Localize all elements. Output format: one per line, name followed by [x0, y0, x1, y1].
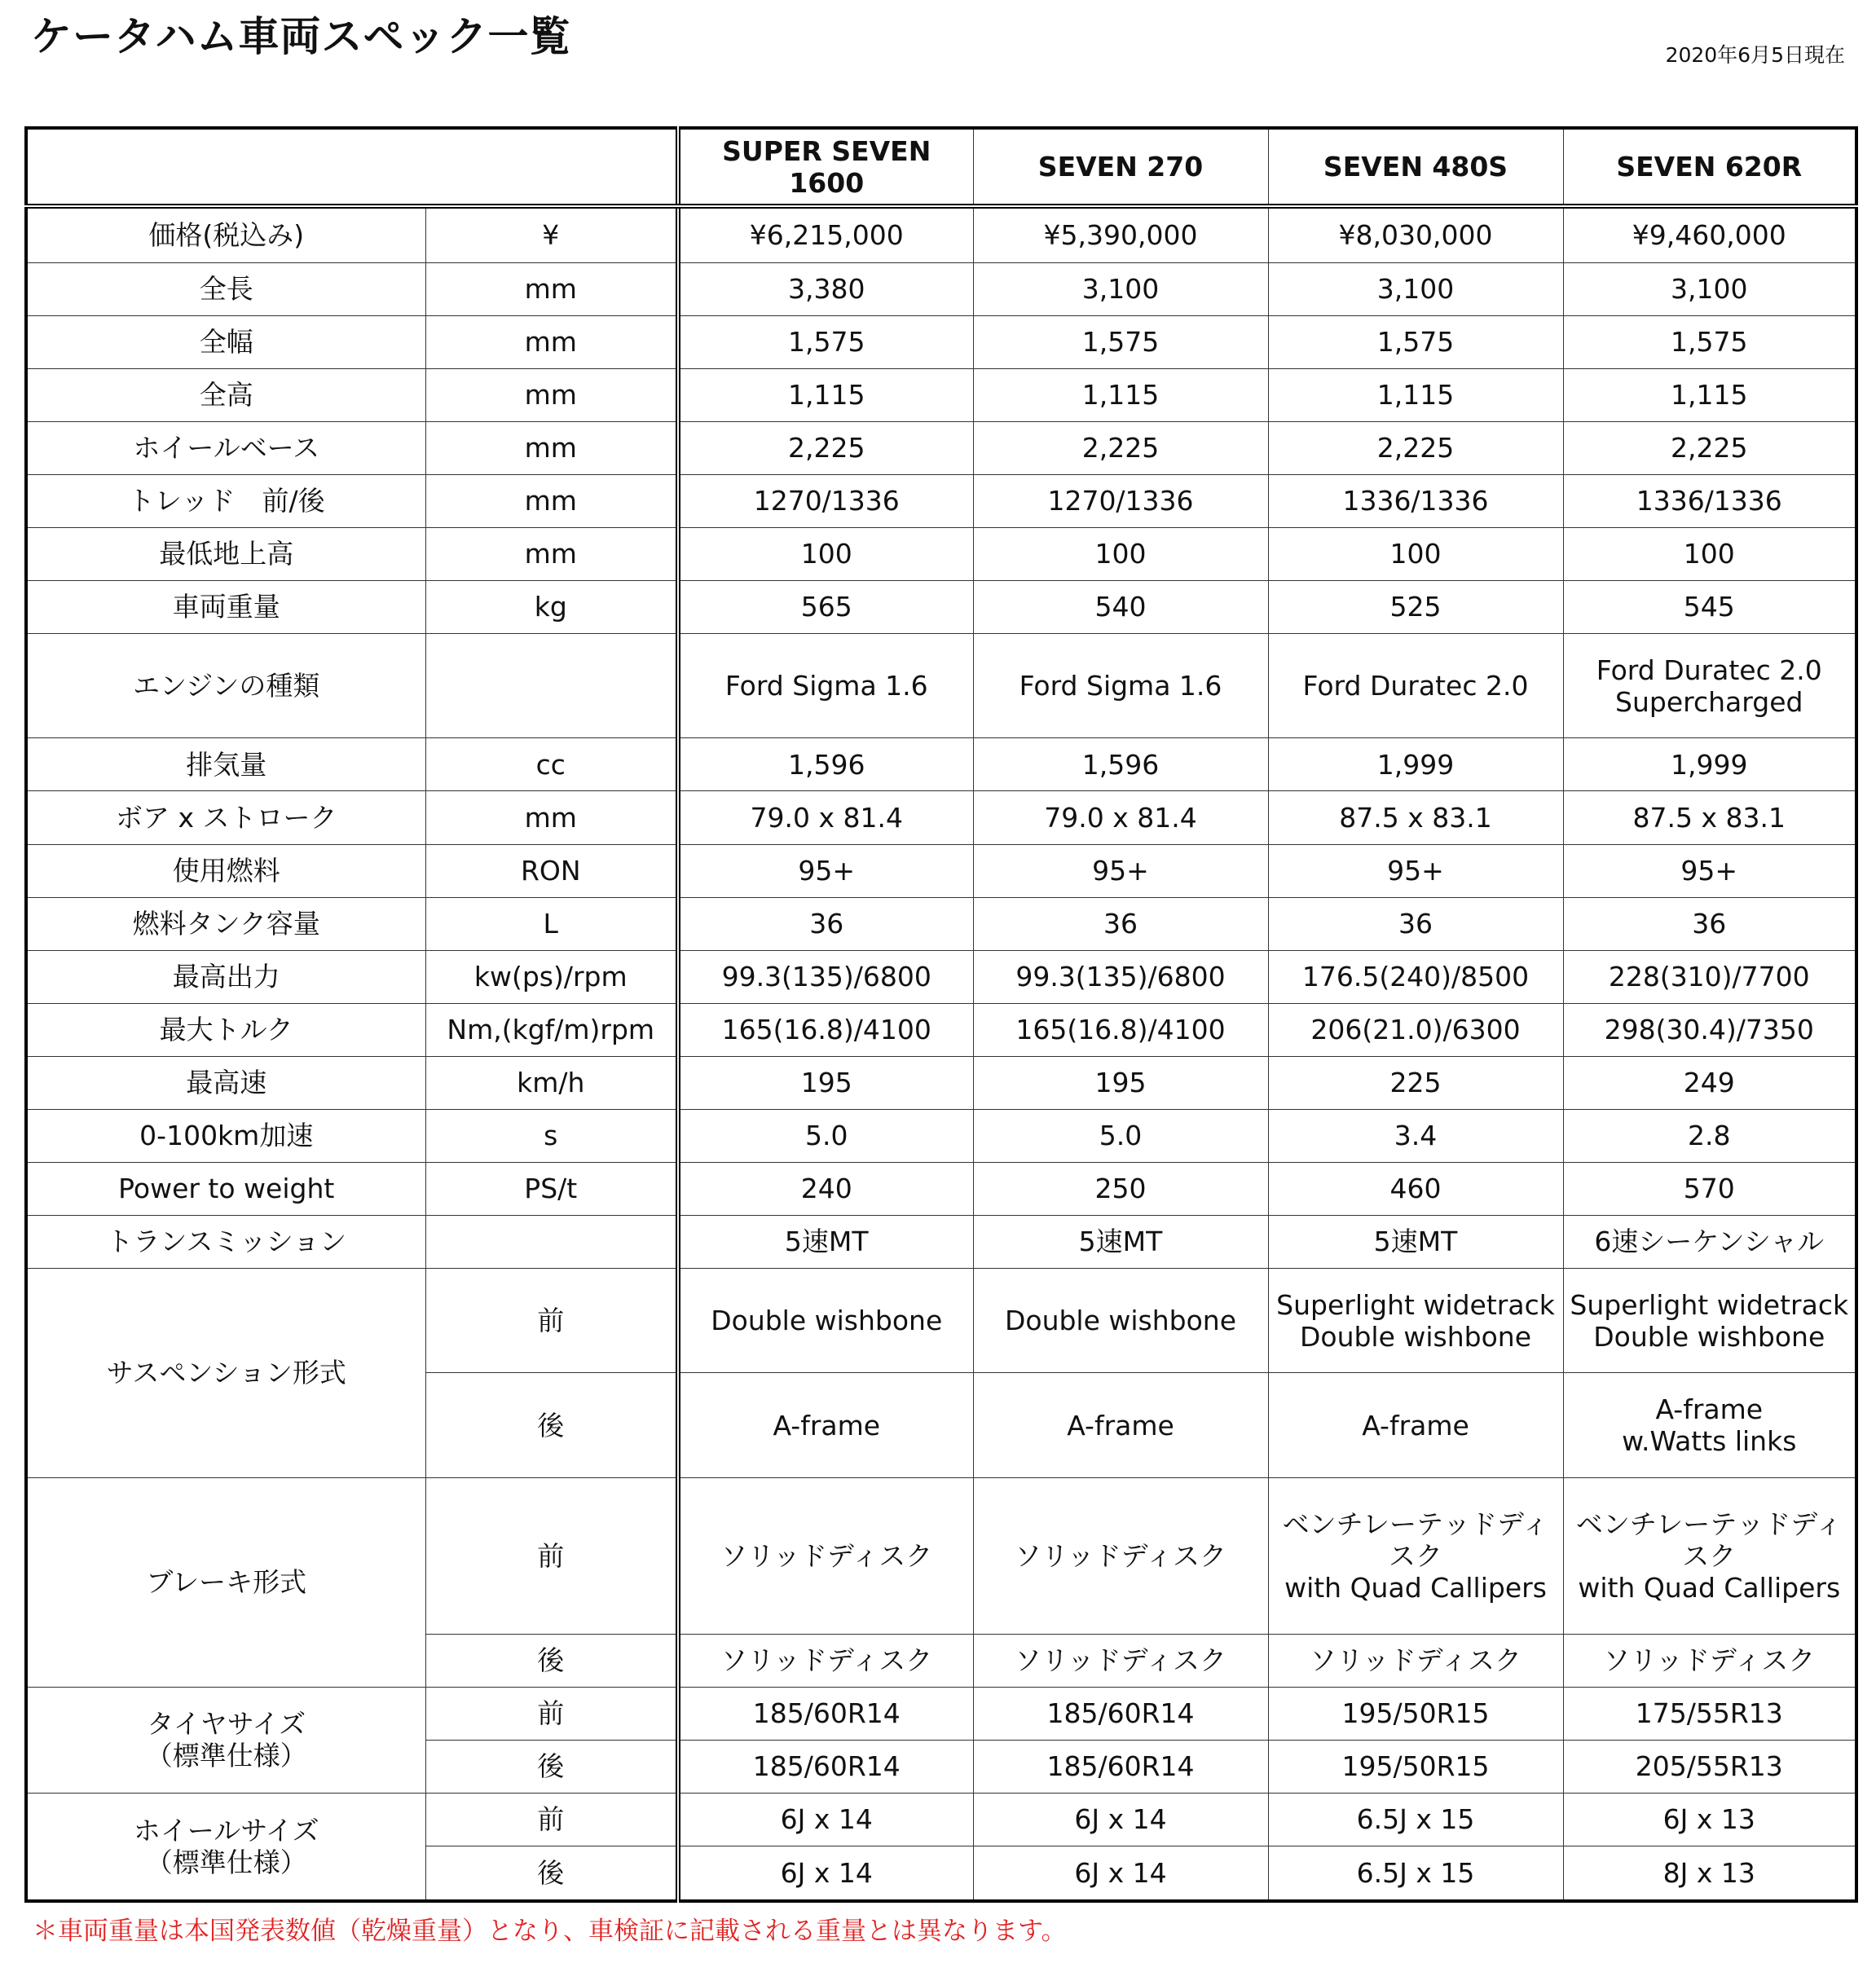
spec-value: 545	[1563, 580, 1856, 633]
spec-value: Superlight widetrack Double wishbone	[1563, 1268, 1856, 1372]
row-unit	[425, 633, 678, 737]
row-label: 排気量	[26, 738, 425, 791]
spec-value: 2.8	[1563, 1109, 1856, 1162]
row-unit: mm	[425, 527, 678, 580]
spec-row	[26, 844, 1856, 897]
spec-value: 6J x 14	[678, 1846, 973, 1901]
spec-row	[26, 1003, 1856, 1056]
row-unit: s	[425, 1109, 678, 1162]
spec-value: ソリッドディスク	[973, 1477, 1268, 1634]
spec-value: 1,999	[1563, 738, 1856, 791]
model-header: SEVEN 270	[973, 128, 1268, 206]
spec-body	[26, 206, 1856, 1901]
row-unit: 前	[425, 1793, 678, 1846]
row-unit: 前	[425, 1477, 678, 1634]
spec-value: 6J x 14	[678, 1793, 973, 1846]
row-label: ホイールベース	[26, 421, 425, 474]
row-label: 燃料タンク容量	[26, 897, 425, 950]
spec-value: A-frame	[973, 1373, 1268, 1477]
spec-value: Ford Duratec 2.0	[1268, 633, 1563, 737]
group-label: サスペンション形式	[26, 1268, 425, 1477]
row-unit: 前	[425, 1687, 678, 1740]
spec-row	[26, 527, 1856, 580]
row-unit: 前	[425, 1268, 678, 1372]
spec-value: 100	[1268, 527, 1563, 580]
spec-row	[26, 791, 1856, 844]
model-header: SEVEN 480S	[1268, 128, 1563, 206]
spec-value: 6J x 14	[973, 1793, 1268, 1846]
row-label: ボア x ストローク	[26, 791, 425, 844]
row-label: 最高出力	[26, 950, 425, 1003]
spec-value: ¥5,390,000	[973, 206, 1268, 262]
spec-row	[26, 262, 1856, 315]
spec-table	[24, 126, 1858, 1903]
header-blank-cell	[26, 128, 678, 206]
row-unit: mm	[425, 262, 678, 315]
spec-value: 176.5(240)/8500	[1268, 950, 1563, 1003]
row-unit: kw(ps)/rpm	[425, 950, 678, 1003]
row-label: トレッド 前/後	[26, 474, 425, 527]
spec-value: 460	[1268, 1162, 1563, 1215]
spec-value: 2,225	[1268, 421, 1563, 474]
row-unit	[425, 1215, 678, 1268]
spec-value: 5速MT	[973, 1215, 1268, 1268]
row-unit: 後	[425, 1373, 678, 1477]
row-unit: mm	[425, 421, 678, 474]
spec-value: 1,596	[678, 738, 973, 791]
row-unit: PS/t	[425, 1162, 678, 1215]
spec-value: 1,999	[1268, 738, 1563, 791]
spec-value: 1,115	[1268, 368, 1563, 421]
spec-value: 2,225	[678, 421, 973, 474]
spec-value: 1,575	[973, 315, 1268, 368]
row-unit: ¥	[425, 206, 678, 262]
spec-row	[26, 368, 1856, 421]
row-unit: 後	[425, 1740, 678, 1793]
spec-row	[26, 950, 1856, 1003]
spec-value: 1270/1336	[678, 474, 973, 527]
spec-value: 36	[678, 897, 973, 950]
spec-value: 5速MT	[1268, 1215, 1563, 1268]
spec-value: 570	[1563, 1162, 1856, 1215]
row-unit: cc	[425, 738, 678, 791]
spec-value: 3,100	[1563, 262, 1856, 315]
row-unit: Nm,(kgf/m)rpm	[425, 1003, 678, 1056]
spec-value: 185/60R14	[678, 1687, 973, 1740]
spec-value: 79.0 x 81.4	[678, 791, 973, 844]
spec-value: 205/55R13	[1563, 1740, 1856, 1793]
row-unit: mm	[425, 474, 678, 527]
spec-value: 1,115	[678, 368, 973, 421]
spec-value: 206(21.0)/6300	[1268, 1003, 1563, 1056]
spec-subrow	[26, 1268, 1856, 1372]
spec-row	[26, 1215, 1856, 1268]
spec-value: 5.0	[678, 1109, 973, 1162]
spec-value: 195	[678, 1056, 973, 1109]
spec-value: 1336/1336	[1563, 474, 1856, 527]
spec-row	[26, 1162, 1856, 1215]
footnote: ＊車両重量は本国発表数値（乾燥重量）となり、車検証に記載される重量とは異なります。	[33, 1917, 1067, 1946]
row-label: 価格(税込み)	[26, 206, 425, 262]
row-label: 最低地上高	[26, 527, 425, 580]
spec-subrow	[26, 1687, 1856, 1740]
spec-value: 165(16.8)/4100	[973, 1003, 1268, 1056]
spec-value: A-frame w.Watts links	[1563, 1373, 1856, 1477]
row-unit: L	[425, 897, 678, 950]
spec-value: 79.0 x 81.4	[973, 791, 1268, 844]
spec-row	[26, 897, 1856, 950]
spec-value: 1,575	[1563, 315, 1856, 368]
spec-row	[26, 633, 1856, 737]
spec-value: 6速シーケンシャル	[1563, 1215, 1856, 1268]
spec-row	[26, 206, 1856, 262]
spec-value: 3,380	[678, 262, 973, 315]
spec-value: 1270/1336	[973, 474, 1268, 527]
spec-value: 100	[678, 527, 973, 580]
spec-value: 6.5J x 15	[1268, 1793, 1563, 1846]
spec-value: 87.5 x 83.1	[1563, 791, 1856, 844]
spec-value: 36	[973, 897, 1268, 950]
row-label: 最大トルク	[26, 1003, 425, 1056]
spec-subrow	[26, 1477, 1856, 1634]
spec-value: 99.3(135)/6800	[678, 950, 973, 1003]
row-unit: RON	[425, 844, 678, 897]
spec-value: ¥6,215,000	[678, 206, 973, 262]
row-label: 使用燃料	[26, 844, 425, 897]
spec-value: 540	[973, 580, 1268, 633]
spec-value: 175/55R13	[1563, 1687, 1856, 1740]
spec-row	[26, 1109, 1856, 1162]
spec-value: 99.3(135)/6800	[973, 950, 1268, 1003]
spec-value: 8J x 13	[1563, 1846, 1856, 1901]
page-title: ケータハム車両スペック一覧	[31, 13, 571, 60]
group-label: ホイールサイズ （標準仕様）	[26, 1793, 425, 1901]
spec-value: 87.5 x 83.1	[1268, 791, 1563, 844]
spec-value: 3,100	[1268, 262, 1563, 315]
spec-value: 165(16.8)/4100	[678, 1003, 973, 1056]
spec-value: 1,596	[973, 738, 1268, 791]
spec-value: Ford Sigma 1.6	[678, 633, 973, 737]
spec-value: 36	[1563, 897, 1856, 950]
spec-value: 195/50R15	[1268, 1687, 1563, 1740]
spec-row	[26, 580, 1856, 633]
model-header: SEVEN 620R	[1563, 128, 1856, 206]
spec-value: A-frame	[1268, 1373, 1563, 1477]
spec-value: 1,575	[678, 315, 973, 368]
spec-value: ソリッドディスク	[973, 1634, 1268, 1687]
spec-value: 1,575	[1268, 315, 1563, 368]
spec-value: Double wishbone	[973, 1268, 1268, 1372]
spec-value: 6J x 13	[1563, 1793, 1856, 1846]
spec-value: 240	[678, 1162, 973, 1215]
spec-value: 249	[1563, 1056, 1856, 1109]
spec-value: 228(310)/7700	[1563, 950, 1856, 1003]
spec-value: 525	[1268, 580, 1563, 633]
group-label: ブレーキ形式	[26, 1477, 425, 1687]
spec-subrow	[26, 1793, 1856, 1846]
row-label: 全長	[26, 262, 425, 315]
group-label: タイヤサイズ （標準仕様）	[26, 1687, 425, 1793]
spec-value: 100	[973, 527, 1268, 580]
spec-row	[26, 1056, 1856, 1109]
spec-value: Ford Sigma 1.6	[973, 633, 1268, 737]
spec-value: ¥8,030,000	[1268, 206, 1563, 262]
spec-value: Ford Duratec 2.0 Supercharged	[1563, 633, 1856, 737]
row-label: 車両重量	[26, 580, 425, 633]
row-label: 最高速	[26, 1056, 425, 1109]
spec-value: 185/60R14	[678, 1740, 973, 1793]
spec-value: 5速MT	[678, 1215, 973, 1268]
model-header-row	[26, 128, 1856, 206]
spec-value: 5.0	[973, 1109, 1268, 1162]
row-label: 0-100km加速	[26, 1109, 425, 1162]
spec-value: 95+	[1563, 844, 1856, 897]
spec-value: ソリッドディスク	[1268, 1634, 1563, 1687]
spec-value: ソリッドディスク	[678, 1634, 973, 1687]
row-label: 全幅	[26, 315, 425, 368]
spec-row	[26, 315, 1856, 368]
row-unit: 後	[425, 1846, 678, 1901]
spec-value: Superlight widetrack Double wishbone	[1268, 1268, 1563, 1372]
spec-value: 250	[973, 1162, 1268, 1215]
model-header: SUPER SEVEN 1600	[678, 128, 973, 206]
spec-value: 565	[678, 580, 973, 633]
row-unit: mm	[425, 368, 678, 421]
spec-row	[26, 738, 1856, 791]
spec-row	[26, 474, 1856, 527]
spec-row	[26, 421, 1856, 474]
row-unit: 後	[425, 1634, 678, 1687]
spec-value: 2,225	[1563, 421, 1856, 474]
spec-value: 225	[1268, 1056, 1563, 1109]
spec-value: 3.4	[1268, 1109, 1563, 1162]
spec-value: 100	[1563, 527, 1856, 580]
spec-value: 195/50R15	[1268, 1740, 1563, 1793]
spec-value: 185/60R14	[973, 1740, 1268, 1793]
spec-value: 95+	[1268, 844, 1563, 897]
spec-value: ソリッドディスク	[1563, 1634, 1856, 1687]
spec-value: ベンチレーテッドディスク with Quad Callipers	[1563, 1477, 1856, 1634]
spec-value: 36	[1268, 897, 1563, 950]
spec-value: A-frame	[678, 1373, 973, 1477]
row-unit: kg	[425, 580, 678, 633]
as-of-date: 2020年6月5日現在	[1665, 43, 1845, 67]
spec-value: 3,100	[973, 262, 1268, 315]
spec-value: 298(30.4)/7350	[1563, 1003, 1856, 1056]
row-unit: mm	[425, 315, 678, 368]
row-label: トランスミッション	[26, 1215, 425, 1268]
spec-value: 2,225	[973, 421, 1268, 474]
spec-value: 6J x 14	[973, 1846, 1268, 1901]
row-label: Power to weight	[26, 1162, 425, 1215]
spec-value: ソリッドディスク	[678, 1477, 973, 1634]
row-unit: mm	[425, 791, 678, 844]
spec-value: ¥9,460,000	[1563, 206, 1856, 262]
spec-value: 95+	[678, 844, 973, 897]
spec-value: ベンチレーテッドディスク with Quad Callipers	[1268, 1477, 1563, 1634]
spec-value: 1336/1336	[1268, 474, 1563, 527]
row-label: 全高	[26, 368, 425, 421]
spec-value: Double wishbone	[678, 1268, 973, 1372]
spec-value: 195	[973, 1056, 1268, 1109]
spec-value: 1,115	[973, 368, 1268, 421]
spec-value: 6.5J x 15	[1268, 1846, 1563, 1901]
row-label: エンジンの種類	[26, 633, 425, 737]
spec-value: 1,115	[1563, 368, 1856, 421]
row-unit: km/h	[425, 1056, 678, 1109]
spec-value: 95+	[973, 844, 1268, 897]
spec-value: 185/60R14	[973, 1687, 1268, 1740]
